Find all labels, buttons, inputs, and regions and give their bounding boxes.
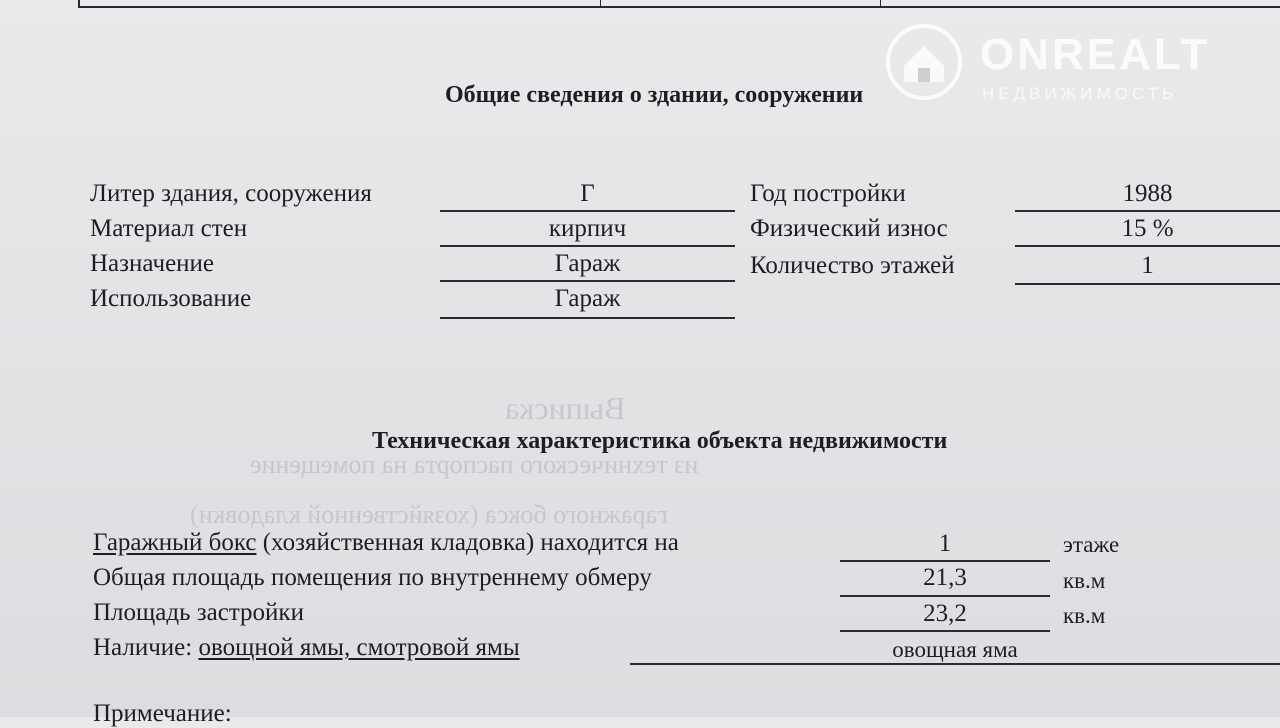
- house-logo-icon: [884, 22, 964, 102]
- show-through-line2: из технического паспорта на помещение: [250, 450, 699, 479]
- row-area-unit: кв.м: [1063, 568, 1106, 593]
- row-usage-value: Гараж: [554, 285, 621, 312]
- row-presence-value: овощная яма: [892, 637, 1018, 662]
- row-wall-value: кирпич: [548, 215, 627, 242]
- row-liter-value: Г: [580, 180, 595, 207]
- row-purpose-underline: [440, 280, 735, 282]
- row-area-underline: [840, 595, 1050, 597]
- row-wear-value: 15 %: [1121, 215, 1174, 242]
- row-wall-underline: [440, 245, 735, 247]
- row-wall-label: Материал стен: [90, 215, 248, 242]
- row-floors-value: 1: [1141, 252, 1154, 279]
- row-area-label: Общая площадь помещения по внутреннему обмеру: [93, 564, 652, 591]
- row-footprint-unit: кв.м: [1063, 603, 1106, 628]
- row-liter-underline: [440, 210, 735, 212]
- section2-title: Техническая характеристика объекта недвижимости: [372, 428, 948, 454]
- row-year-value: 1988: [1122, 180, 1173, 207]
- row-liter-label: Литер здания, сооружения: [90, 180, 372, 207]
- watermark-subtitle: НЕДВИЖИМОСТЬ: [982, 84, 1178, 103]
- row-presence-label-text: Наличие:: [93, 634, 199, 661]
- note-label: Примечание:: [93, 700, 232, 727]
- row-floors-underline: [1015, 283, 1280, 285]
- row-footprint-underline: [840, 630, 1050, 632]
- row-floor-value: 1: [938, 530, 952, 557]
- row-wear-underline: [1015, 245, 1280, 247]
- row-purpose-value: Гараж: [554, 250, 621, 277]
- row-year-label: Год постройки: [750, 180, 906, 207]
- table-border-top: [78, 0, 1280, 8]
- row-usage-label: Использование: [90, 285, 252, 312]
- row-floor-unit: этаже: [1063, 532, 1120, 557]
- row-footprint-label: Площадь застройки: [93, 599, 304, 626]
- row-presence-label-underlined: овощной ямы, смотровой ямы: [198, 634, 520, 661]
- show-through-line1: Выписка: [505, 390, 626, 426]
- row-presence-label: [93, 634, 520, 662]
- row-floor-label-underlined: Гаражный бокс: [93, 529, 257, 556]
- row-floor-label: [93, 529, 679, 557]
- show-through-line3: гаражного бокса (хозяйственной кладовки): [190, 500, 668, 529]
- row-year-underline: [1015, 210, 1280, 212]
- row-presence-underline: [630, 663, 1280, 665]
- row-floor-underline: [840, 560, 1050, 562]
- row-area-value: 21,3: [923, 564, 967, 591]
- section1-title: Общие сведения о здании, сооружении: [445, 82, 864, 108]
- row-footprint-value: 23,2: [923, 600, 967, 627]
- watermark-name: ONREALT: [980, 30, 1211, 79]
- row-floors-label: Количество этажей: [750, 252, 955, 279]
- row-wear-label: Физический износ: [750, 215, 948, 242]
- row-floor-label-rest: (хозяйственная кладовка) находится на: [256, 529, 679, 556]
- row-usage-underline: [440, 317, 735, 319]
- row-purpose-label: Назначение: [90, 250, 215, 277]
